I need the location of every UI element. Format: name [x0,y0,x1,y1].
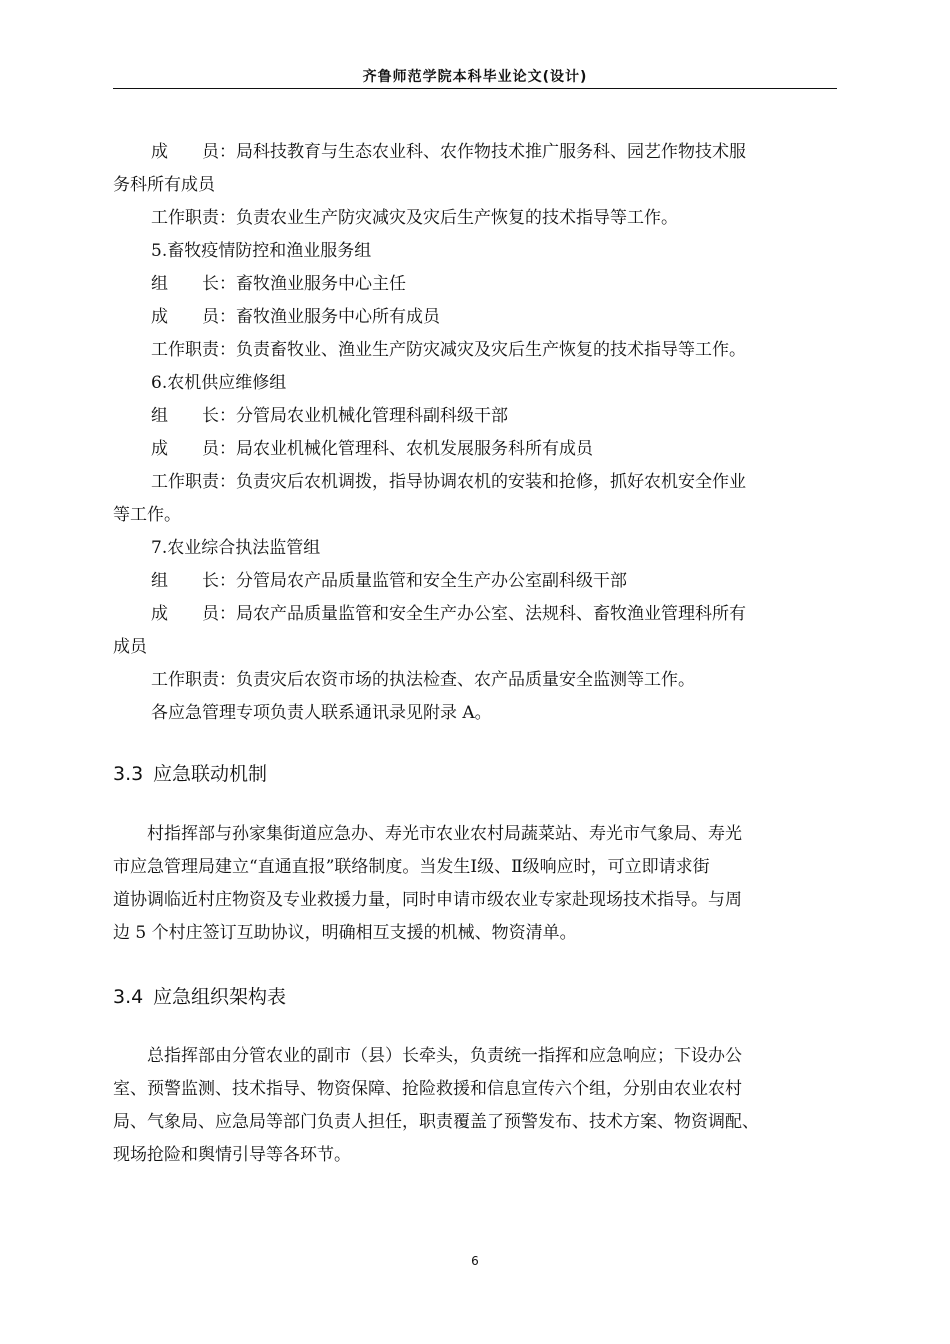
text-line: 组 长：分管局农产品质量监管和安全生产办公室副科级干部 [151,571,627,591]
text-line: 成 员：局农业机械化管理科、农机发展服务科所有成员 [151,439,593,459]
text-line: 成 员：局科技教育与生态农业科、农作物技术推广服务科、园艺作物技术服 [151,142,746,162]
page-header: 齐鲁师范学院本科毕业论文(设计) [362,69,588,85]
text-line: 成 员：局农产品质量监管和安全生产办公室、法规科、畜牧渔业管理科所有 [151,604,746,624]
text-line: 等工作。 [113,505,181,525]
paragraph-line: 村指挥部与孙家集街道应急办、寿光市农业农村局蔬菜站、寿光市气象局、寿光 [113,824,742,844]
section-3-4-title [113,982,286,1009]
paragraph-line: 现场抢险和舆情引导等各环节。 [113,1145,351,1165]
body-text [113,136,837,730]
text-line: 工作职责：负责灾后农机调拨，指导协调农机的安装和抢修，抓好农机安全作业 [151,472,746,492]
header-rule [113,88,837,89]
text-line: 5.畜牧疫情防控和渔业服务组 [151,241,372,261]
text-line: 成员 [113,637,147,657]
text-line: 成 员：畜牧渔业服务中心所有成员 [151,307,440,327]
section-3-3-title [113,759,267,786]
text-line: 组 长：分管局农业机械化管理科副科级干部 [151,406,508,426]
text-line: 各应急管理专项负责人联系通讯录见附录 A。 [151,703,492,723]
paragraph-line: 室、预警监测、技术指导、物资保障、抢险救援和信息宣传六个组，分别由农业农村 [113,1079,742,1099]
section-number: 3.4 [113,986,144,1008]
section-title-text: 应急联动机制 [153,763,268,785]
paragraph-line: 道协调临近村庄物资及专业救援力量，同时申请市级农业专家赴现场技术指导。与周 [113,890,742,910]
section-number: 3.3 [113,763,144,785]
text-line: 务科所有成员 [113,175,215,195]
text-line: 7.农业综合执法监管组 [151,538,321,558]
section-3-4-paragraph [113,1040,837,1172]
section-title-text: 应急组织架构表 [153,986,287,1008]
text-line: 工作职责：负责畜牧业、渔业生产防灾减灾及灾后生产恢复的技术指导等工作。 [151,340,746,360]
text-line: 组 长：畜牧渔业服务中心主任 [151,274,406,294]
page-number: 6 [471,1254,479,1268]
paragraph-line: 局、气象局、应急局等部门负责人担任，职责覆盖了预警发布、技术方案、物资调配、 [113,1112,759,1132]
text-line: 工作职责：负责农业生产防灾减灾及灾后生产恢复的技术指导等工作。 [151,208,678,228]
text-line: 6.农机供应维修组 [151,373,287,393]
paragraph-line: 边 5 个村庄签订互助协议，明确相互支援的机械、物资清单。 [113,923,577,943]
paragraph-line: 市应急管理局建立“直通直报”联络制度。当发生Ⅰ级、Ⅱ级响应时，可立即请求街 [113,857,710,877]
text-line: 工作职责：负责灾后农资市场的执法检查、农产品质量安全监测等工作。 [151,670,695,690]
section-3-3-paragraph [113,818,837,950]
paragraph-line: 总指挥部由分管农业的副市（县）长牵头，负责统一指挥和应急响应；下设办公 [113,1046,742,1066]
